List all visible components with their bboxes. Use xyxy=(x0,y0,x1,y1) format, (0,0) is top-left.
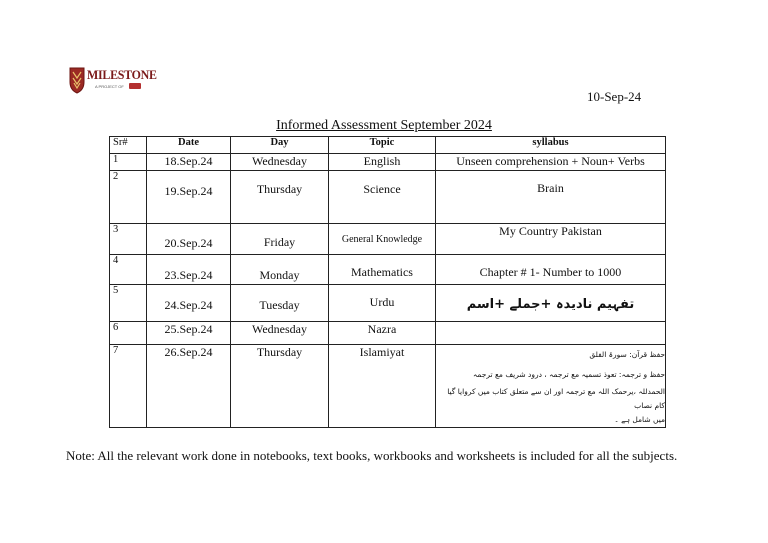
topic-cell: General Knowledge xyxy=(329,224,436,255)
logo-tagline: A PROJECT OF xyxy=(95,84,124,89)
syllabus-line: حفظ و ترجمہ: تعوذ تسمیہ مع ترجمہ ، درود شریف مع ترجمہ xyxy=(472,370,665,379)
date-cell: 26.Sep.24 xyxy=(147,345,231,428)
day-cell: Friday xyxy=(231,224,329,255)
topic-cell: Islamiyat xyxy=(329,345,436,428)
date-cell: 23.Sep.24 xyxy=(147,255,231,285)
document-title xyxy=(0,118,768,134)
sr-cell: 5 xyxy=(110,285,147,322)
date-cell: 20.Sep.24 xyxy=(147,224,231,255)
syllabus-line: حفظ قرآن: سورۃ الفلق xyxy=(589,350,665,359)
syllabus-cell: Chapter # 1- Number to 1000 xyxy=(436,255,666,285)
shield-logo-icon xyxy=(69,66,85,94)
day-cell: Thursday xyxy=(231,345,329,428)
sr-cell: 4 xyxy=(110,255,147,285)
milestone-logo xyxy=(69,66,157,96)
day-cell: Wednesday xyxy=(231,322,329,345)
sr-cell: 6 xyxy=(110,322,147,345)
date-cell: 19.Sep.24 xyxy=(147,171,231,224)
table-row xyxy=(110,255,666,285)
table-row xyxy=(110,224,666,255)
sr-cell: 1 xyxy=(110,154,147,171)
date-cell: 24.Sep.24 xyxy=(147,285,231,322)
syllabus-cell: Unseen comprehension + Noun+ Verbs xyxy=(436,154,666,171)
table-row xyxy=(110,345,666,428)
column-header-syllabus: syllabus xyxy=(436,137,666,154)
column-header-sr: Sr# xyxy=(110,137,147,154)
topic-cell: Mathematics xyxy=(329,255,436,285)
day-cell: Thursday xyxy=(231,171,329,224)
sr-cell: 2 xyxy=(110,171,147,224)
syllabus-line: الحمدللہ ،یرحمک اللہ مع ترجمہ اور ان سے متعلق کتاب میں کروایا گیا کام نصاب xyxy=(447,387,665,410)
column-header-topic: Topic xyxy=(329,137,436,154)
sr-cell: 3 xyxy=(110,224,147,255)
logo-text: MILESTONE xyxy=(87,67,157,82)
table-row xyxy=(110,285,666,322)
date-cell: 18.Sep.24 xyxy=(147,154,231,171)
document-date: 10-Sep-24 xyxy=(587,89,642,104)
topic-cell: Science xyxy=(329,171,436,224)
day-cell: Wednesday xyxy=(231,154,329,171)
syllabus-cell: My Country Pakistan xyxy=(436,224,666,255)
topic-cell: Nazra xyxy=(329,322,436,345)
day-cell: Monday xyxy=(231,255,329,285)
date-cell: 25.Sep.24 xyxy=(147,322,231,345)
column-header-date: Date xyxy=(147,137,231,154)
topic-cell: English xyxy=(329,154,436,171)
syllabus-cell: تفہیم نادیدہ +جملے +اسم xyxy=(436,285,666,322)
column-header-day: Day xyxy=(231,137,329,154)
footer-note: Note: All the relevant work done in notebooks, text books, workbooks and worksheets is included for all the subjects. xyxy=(66,448,678,463)
syllabus-line: میں شامل ہے ۔ xyxy=(614,415,665,424)
table-row xyxy=(110,154,666,171)
topic-cell: Urdu xyxy=(329,285,436,322)
assessment-schedule-table xyxy=(109,136,666,428)
table-row xyxy=(110,322,666,345)
syllabus-cell: Brain xyxy=(436,171,666,224)
day-cell: Tuesday xyxy=(231,285,329,322)
sr-cell: 7 xyxy=(110,345,147,428)
logo-tagline-mark xyxy=(129,83,141,89)
table-row xyxy=(110,171,666,224)
title-text: Informed Assessment September 2024 xyxy=(276,118,492,133)
syllabus-cell xyxy=(436,345,666,428)
syllabus-cell xyxy=(436,322,666,345)
table-header-row xyxy=(110,137,666,154)
